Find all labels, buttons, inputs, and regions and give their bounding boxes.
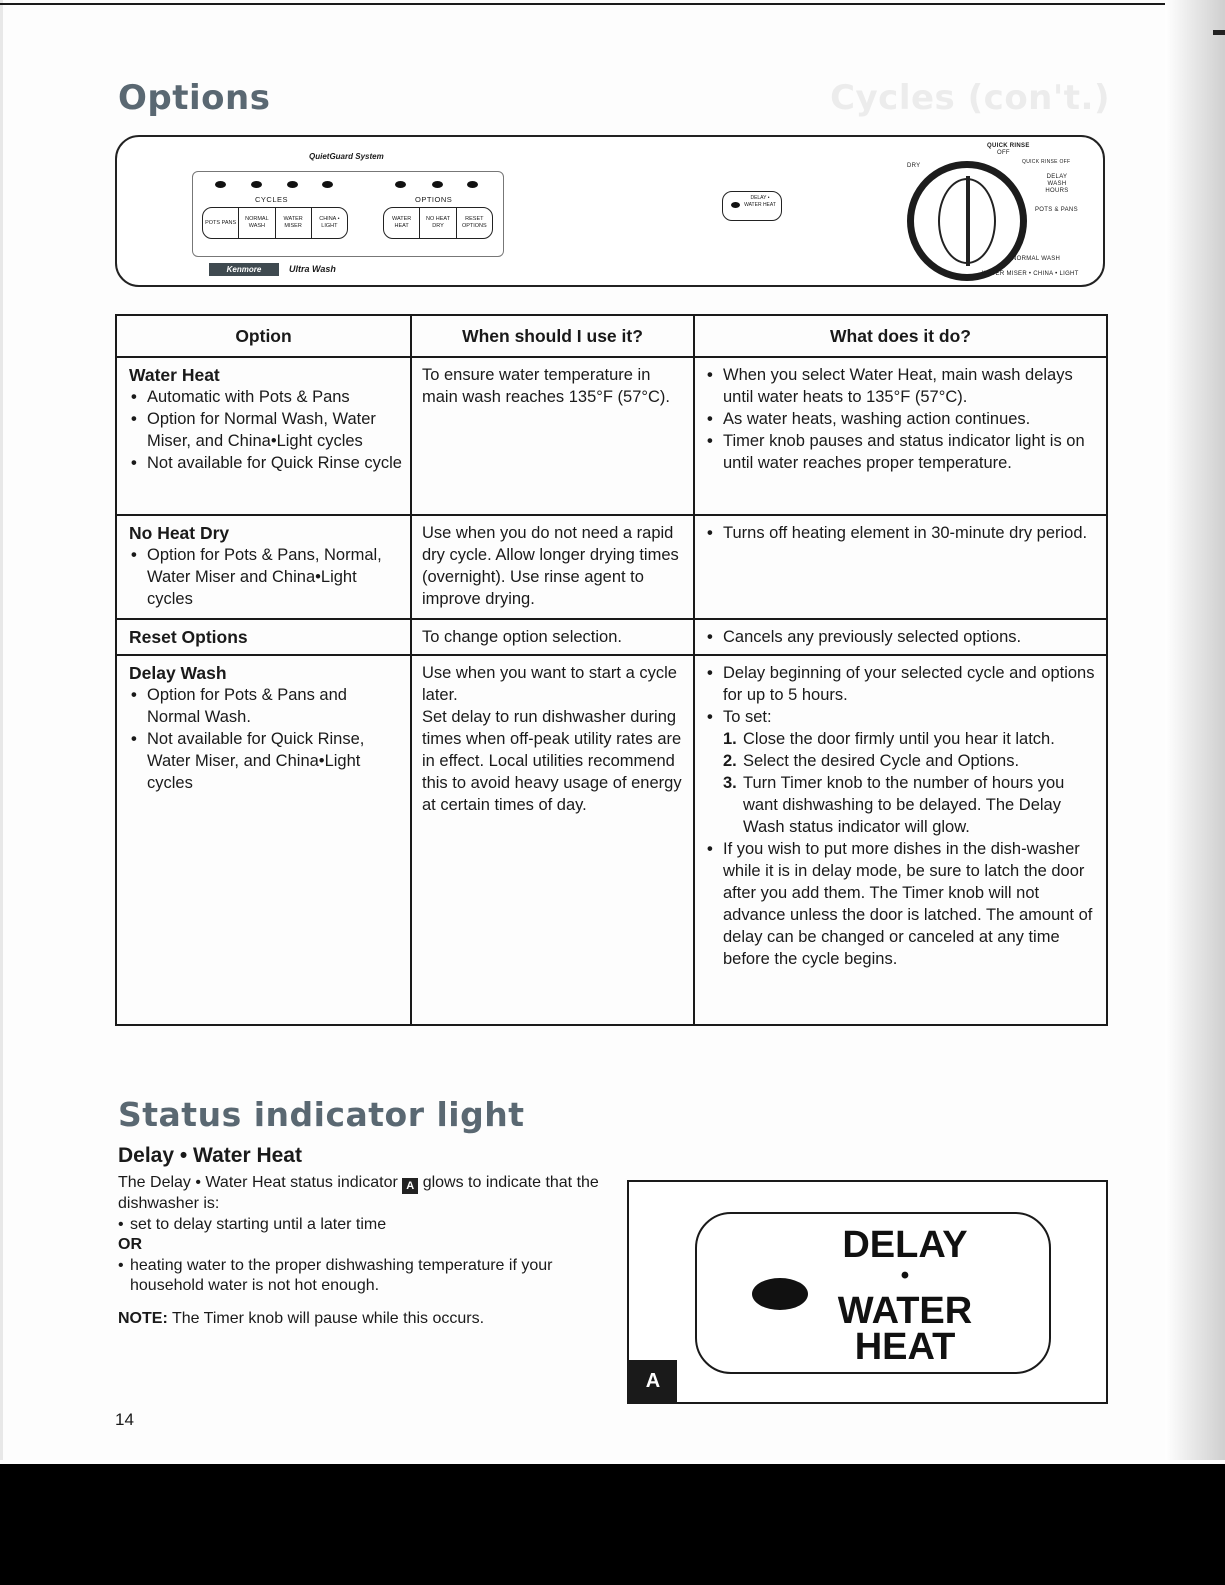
- header-when: When should I use it?: [411, 315, 694, 357]
- section-subtitle: Delay • Water Heat: [118, 1144, 302, 1167]
- control-panel-illustration: [115, 135, 1105, 287]
- bleed-through-title: Cycles (con't.): [830, 78, 1110, 118]
- indicator-figure: [627, 1180, 1108, 1404]
- top-rule: [0, 3, 1225, 5]
- when-paragraph: Set delay to run dishwasher during times when off-peak utility rates are in effect. Local utilities recommend this to avoid heavy usage of energy at certain times of day.: [422, 708, 682, 814]
- what-cell: [694, 515, 1107, 619]
- step-number: 2.: [723, 752, 737, 770]
- page-gutter-shadow: [1165, 0, 1225, 1460]
- cycle-button-china-light: CHINA • LIGHT: [319, 216, 340, 229]
- list-item: • Option for Pots & Pans, Normal, Water Miser and China•Light cycles: [129, 544, 404, 610]
- control-recess: [192, 171, 504, 257]
- list-item: • heating water to the proper dishwashing temperature if your household water is not hot enough.: [118, 1256, 608, 1297]
- option-name: No Heat Dry: [129, 523, 230, 543]
- status-intro: [118, 1173, 608, 1215]
- note: [118, 1309, 608, 1330]
- list-item: • As water heats, washing action continues.: [705, 408, 1100, 430]
- option-button-water-heat: WATER HEAT: [384, 208, 420, 238]
- cycle-button-pots-pans: POTS PANS: [203, 208, 239, 238]
- table-row-no-heat-dry: [116, 515, 1107, 619]
- list-item: • When you select Water Heat, main wash delays until water heats to 135°F (57°C).: [705, 364, 1100, 408]
- step-text: Select the desired Cycle and Options.: [743, 752, 1020, 770]
- when-cell: To ensure water temperature in main wash reaches 135°F (57°C).: [411, 357, 694, 515]
- list-item: • If you wish to put more dishes in the dish-washer while it is in delay mode, be sure to latch the door after you add them. The Timer knob will not advance unless the door is latched. The amount of delay can be changed or canceled at any time before the cycle begins.: [705, 838, 1100, 970]
- when-cell: Use when you do not need a rapid dry cycle. Allow longer drying times (overnight). Use rinse agent to improve drying.: [411, 515, 694, 619]
- list-item: [705, 706, 1100, 728]
- dial-label-pots-pans: POTS & PANS: [1035, 207, 1078, 213]
- list-item: • set to delay starting until a later time: [118, 1215, 608, 1236]
- page-edge: [0, 0, 3, 1460]
- list-item: • Not available for Quick Rinse, Water Miser, and China•Light cycles: [129, 728, 404, 794]
- option-cell: [116, 357, 411, 515]
- to-set-label: To set:: [723, 708, 772, 726]
- or-label: OR: [118, 1236, 142, 1253]
- status-description: [118, 1173, 608, 1329]
- when-cell: [411, 655, 694, 1025]
- option-button-reset-options: RESET OPTIONS: [461, 216, 487, 229]
- table-row-reset-options: [116, 619, 1107, 655]
- section-title-status: Status indicator light: [118, 1095, 525, 1134]
- what-cell: [694, 655, 1107, 1025]
- what-cell: [694, 357, 1107, 515]
- list-item: • Option for Normal Wash, Water Miser, and China•Light cycles: [129, 408, 404, 452]
- cycle-button-water-miser: WATER MISER: [276, 208, 312, 238]
- page-title: Options: [118, 78, 271, 118]
- knob-pointer: [966, 176, 970, 266]
- list-item: • Delay beginning of your selected cycle and options for up to 5 hours.: [705, 662, 1100, 706]
- what-cell: [694, 619, 1107, 655]
- step-text: Close the door firmly until you hear it latch.: [743, 730, 1055, 748]
- setup-steps: [705, 728, 1100, 838]
- figure-dot: •: [900, 1262, 910, 1289]
- note-label: NOTE:: [118, 1309, 168, 1327]
- indicator-label: DELAY • WATER HEAT: [744, 195, 776, 208]
- figure-delay-text: DELAY: [842, 1224, 968, 1266]
- list-item: • Not available for Quick Rinse cycle: [129, 452, 404, 474]
- kenmore-logo: Kenmore: [209, 263, 279, 276]
- step-item: [723, 750, 1100, 772]
- step-item: [723, 728, 1100, 750]
- timer-knob: [907, 161, 1027, 281]
- figure-heat-text: HEAT: [854, 1326, 956, 1368]
- step-number: 1.: [723, 730, 737, 748]
- dial-label-off: OFF: [997, 150, 1010, 156]
- intro-text: The Delay • Water Heat status indicator: [118, 1174, 398, 1191]
- header-option: Option: [116, 315, 411, 357]
- dial-label-quick-rinse: QUICK RINSE: [987, 143, 1030, 149]
- dial-label-water-miser: WATER MISER • CHINA • LIGHT: [982, 271, 1079, 277]
- table-row-delay-wash: [116, 655, 1107, 1025]
- page-number: 14: [115, 1410, 134, 1429]
- scan-bottom-band: [0, 1464, 1225, 1585]
- cycle-button-normal-wash: NORMAL WASH: [239, 208, 275, 238]
- model-name: Ultra Wash: [289, 264, 336, 274]
- list-item: • Timer knob pauses and status indicator light is on until water reaches proper temperature.: [705, 430, 1100, 474]
- note-text: The Timer knob will pause while this occurs.: [171, 1309, 485, 1327]
- intro-text: glows to indicate that the dishwasher is:: [118, 1174, 599, 1212]
- step-item: [723, 772, 1100, 838]
- list-item: • Cancels any previously selected options.: [705, 626, 1100, 648]
- delay-water-heat-indicator: [722, 191, 782, 221]
- step-number: 3.: [723, 774, 737, 792]
- gutter-mark: [1213, 30, 1225, 35]
- indicator-led: [731, 202, 740, 208]
- when-paragraph: Use when you want to start a cycle later.: [422, 664, 677, 704]
- option-cell: [116, 515, 411, 619]
- option-name: Reset Options: [129, 627, 248, 647]
- option-name: Water Heat: [129, 365, 220, 385]
- dial-label-quick-rinse-off: QUICK RINSE OFF: [1022, 159, 1071, 165]
- dial-label-delay-wash: DELAY WASH HOURS: [1045, 174, 1069, 194]
- option-name: Delay Wash: [129, 663, 227, 683]
- option-cell: [116, 619, 411, 655]
- list-item: • Automatic with Pots & Pans: [129, 386, 404, 408]
- option-button-no-heat-dry: NO HEAT DRY: [420, 208, 456, 238]
- table-header-row: [116, 315, 1107, 357]
- option-bullets: [129, 386, 404, 474]
- cycles-label: CYCLES: [255, 195, 289, 204]
- header-what: What does it do?: [694, 315, 1107, 357]
- list-item: • Option for Pots & Pans and Normal Wash.: [129, 684, 404, 728]
- table-row-water-heat: [116, 357, 1107, 515]
- figure-label: A: [629, 1360, 677, 1402]
- step-text: Turn Timer knob to the number of hours you want dishwashing to be delayed. The Delay Wash status indicator will glow.: [743, 774, 1065, 836]
- indicator-led: [752, 1278, 808, 1310]
- options-table: [115, 314, 1108, 1026]
- when-cell: To change option selection.: [411, 619, 694, 655]
- list-item: • Turns off heating element in 30-minute dry period.: [705, 522, 1100, 544]
- figure-water-text: WATER: [837, 1290, 973, 1332]
- option-cell: [116, 655, 411, 1025]
- dial-label-normal-wash: NORMAL WASH: [1012, 256, 1061, 262]
- figure-reference-badge: A: [402, 1178, 418, 1194]
- options-label: OPTIONS: [415, 195, 453, 204]
- quietguard-label: QuietGuard System: [309, 152, 384, 161]
- dial-label-dry: DRY: [907, 163, 921, 169]
